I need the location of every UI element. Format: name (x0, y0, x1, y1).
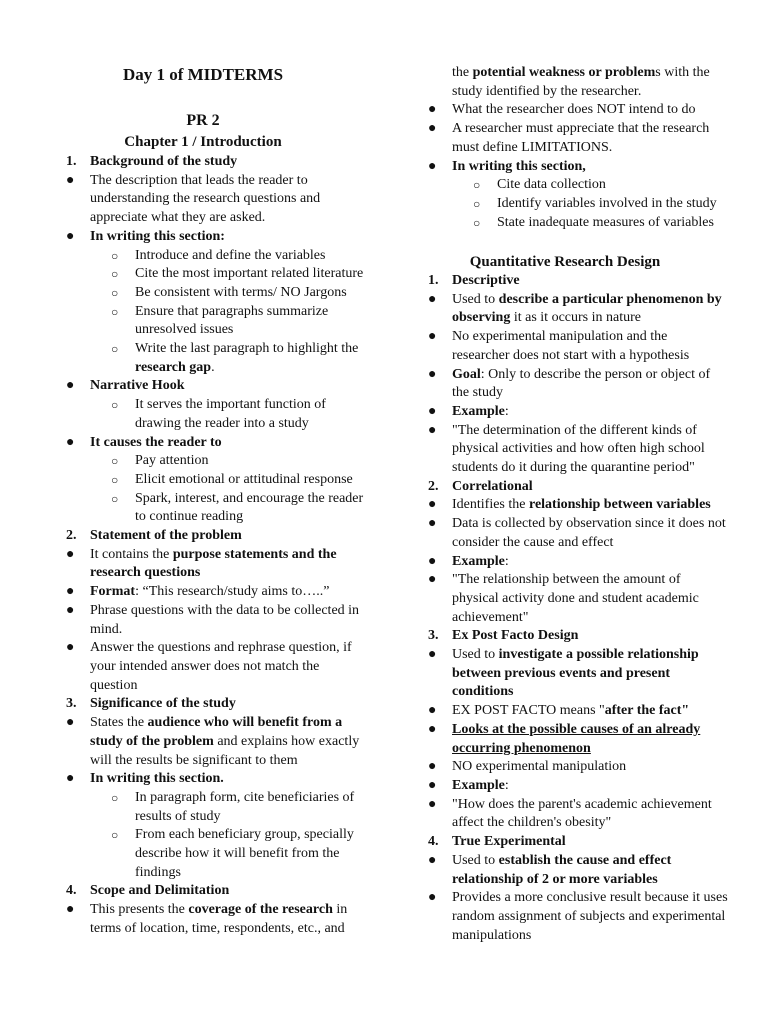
sub-list-item: ○ In paragraph form, cite beneficiaries of results of study (111, 789, 355, 824)
section-heading: 1. Descriptive (428, 273, 520, 288)
list-item: ● Used to investigate a possible relationship between previous events and present conditions (428, 647, 699, 700)
sub-list-item: ○ Write the last paragraph to highlight the research gap. (111, 341, 359, 375)
section-heading: 3. Significance of the study (66, 696, 236, 712)
list-item: ● Goal: Only to describe the person or object of the study (428, 366, 711, 401)
list-item: ● Used to describe a particular phenomenon by observing it as it occurs in nature (428, 291, 722, 326)
section-heading: 4. Scope and Delimitation (66, 883, 230, 899)
section-heading: 4. True Experimental (428, 834, 566, 850)
list-item: ● Example: (428, 553, 509, 569)
subject-title: PR 2 (186, 112, 220, 129)
list-item: ● "The relationship between the amount of physical activity done and student academic achievement" (428, 572, 699, 625)
list-item: ● EX POST FACTO means "after the fact" (428, 703, 690, 719)
sub-list-item: ○ Cite data collection (473, 177, 606, 193)
list-item: ● Phrase questions with the data to be collected in mind. (66, 602, 360, 637)
list-item: ● Example: (428, 403, 509, 419)
sub-list-item: ○ From each beneficiary group, specially describe how it will benefit from the findings (111, 827, 354, 880)
list-item: ● Example: (428, 777, 509, 793)
sub-list-item: ○ Pay attention (111, 453, 209, 469)
continued-paragraph: the potential weakness or problems with the study identified by the researcher. (452, 65, 710, 99)
sub-list-item: ○ Identify variables involved in the study (473, 195, 717, 211)
list-item: ● In writing this section: (66, 228, 225, 244)
list-item: ● Format: “This research/study aims to…..” (66, 584, 330, 600)
list-item: ● "The determination of the different kinds of physical activities and how often high school students do it during the quarantine period" (428, 422, 705, 476)
right-column-design (428, 272, 728, 945)
list-item: ● Used to establish the cause and effect relationship of 2 or more variables (428, 852, 672, 887)
sub-list-item: ○ State inadequate measures of variables (473, 214, 714, 230)
list-item: ● Narrative Hook (66, 378, 185, 394)
list-item: ● Provides a more conclusive result because it uses random assignment of subjects and experimental manipulations (428, 890, 728, 943)
list-item: ● In writing this section, (428, 158, 586, 174)
list-item: ● What the researcher does NOT intend to do (428, 102, 696, 118)
list-item: ● No experimental manipulation and the researcher does not start with a hypothesis (428, 329, 690, 363)
sub-list-item: ○ Ensure that paragraphs summarize unresolved issues (111, 303, 329, 338)
chapter-title: Chapter 1 / Introduction (124, 134, 282, 150)
sub-list-item: ○ Be consistent with terms/ NO Jargons (111, 284, 347, 300)
list-item: ● It contains the purpose statements and the research questions (66, 546, 337, 581)
document-title: Day 1 of MIDTERMS (122, 65, 284, 84)
list-item: ● The description that leads the reader to understanding the research questions and appreciate what they are asked. (66, 172, 321, 226)
sub-list-item: ○ Elicit emotional or attitudinal response (111, 471, 353, 487)
list-item: ● "How does the parent's academic achievement affect the children's obesity" (428, 796, 712, 831)
list-item: ● Looks at the possible causes of an already occurring phenomenon (428, 721, 701, 756)
list-item: ● In writing this section. (66, 771, 224, 787)
section-heading: 2. Correlational (428, 478, 533, 494)
list-item: ● Data is collected by observation since it does not consider the cause and effect (428, 516, 726, 550)
section-heading: 3. Ex Post Facto Design (428, 628, 579, 644)
list-item: ● Answer the questions and rephrase question, if your intended answer does not match the question (66, 640, 352, 693)
section-heading: 1. Background of the study (66, 154, 238, 169)
sub-list-item: ○ Introduce and define the variables (111, 247, 326, 263)
list-item: ● Identifies the relationship between variables (428, 497, 711, 513)
list-item: ● This presents the coverage of the research in terms of location, time, respondents, etc., and (66, 902, 348, 936)
section-title: Quantitative Research Design (469, 254, 661, 270)
right-column (428, 64, 728, 232)
sub-list-item: ○ It serves the important function of drawing the reader into a study (111, 397, 326, 431)
section-heading: 2. Statement of the problem (66, 528, 242, 544)
left-column (66, 153, 366, 939)
list-item: ● NO experimental manipulation (428, 759, 627, 775)
list-item: ● A researcher must appreciate that the research must define LIMITATIONS. (428, 121, 710, 155)
sub-list-item: ○ Spark, interest, and encourage the reader to continue reading (111, 490, 364, 525)
list-item: ● States the audience who will benefit from a study of the problem and explains how exactly will the results be significant to them (66, 715, 360, 768)
sub-list-item: ○ Cite the most important related literature (111, 266, 364, 282)
list-item: ● It causes the reader to (66, 434, 222, 450)
